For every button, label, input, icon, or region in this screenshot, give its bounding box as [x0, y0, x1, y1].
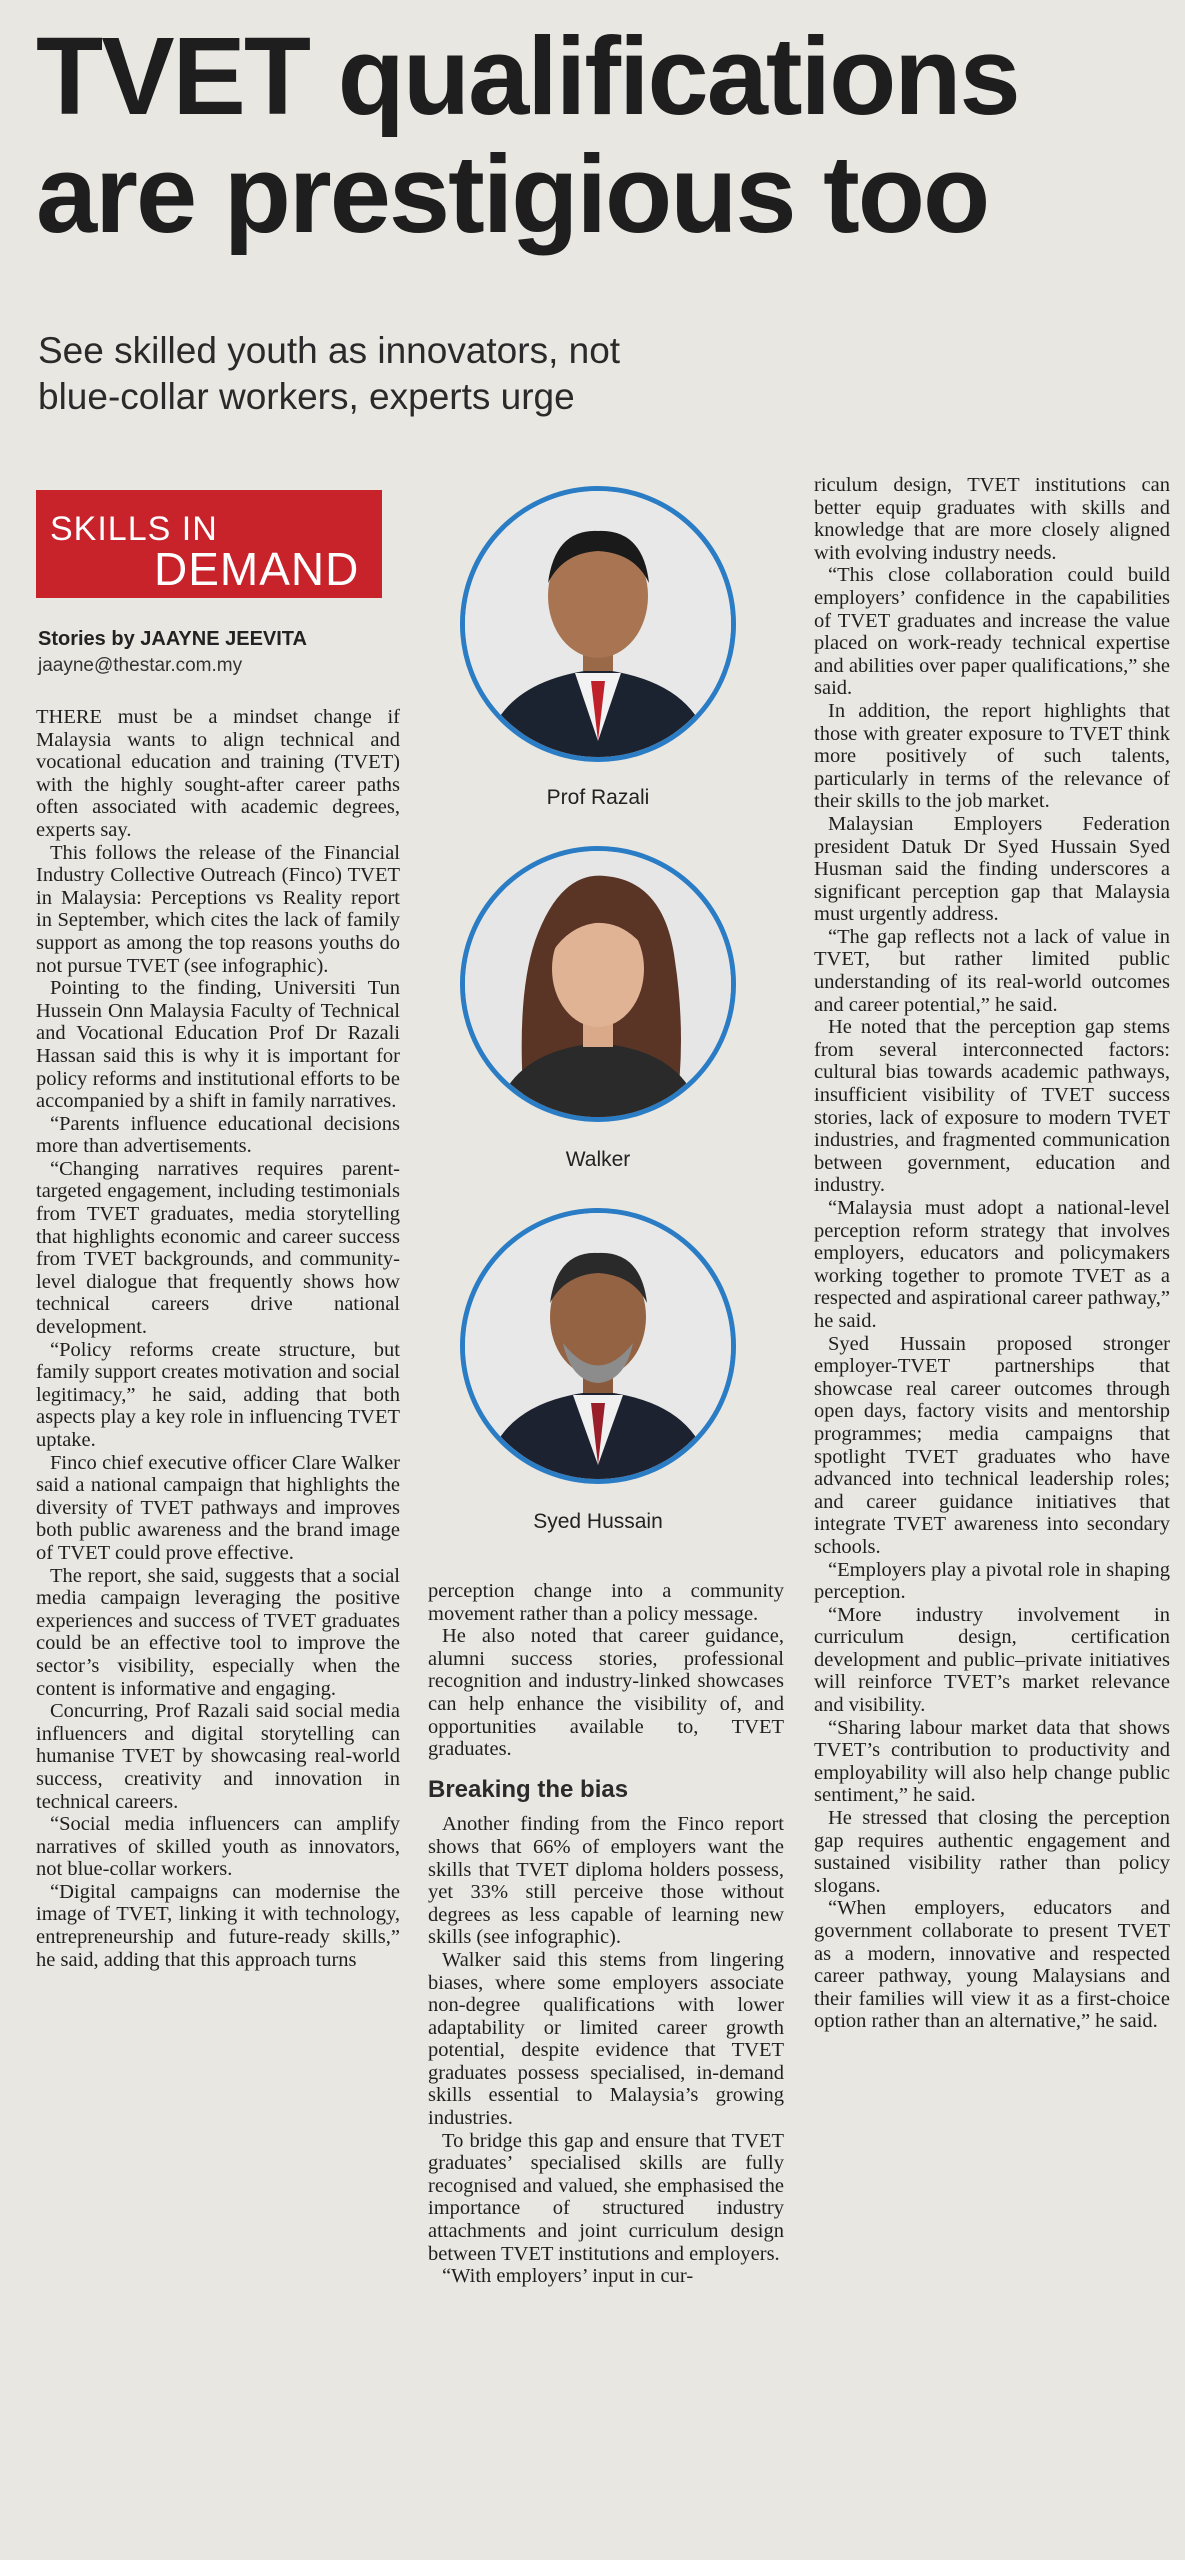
- subhead: [38, 328, 738, 420]
- paragraph: riculum design, TVET institutions can better equip graduates with skills and knowledge that are more closely aligned with evolving industry needs.: [814, 474, 1170, 564]
- paragraph: This follows the release of the Financial Industry Collective Outreach (Finco) TVET in Malaysia: Perceptions vs Reality report in September, which cites the lack of family support as among the top reasons youths do not pursue TVET (see infographic).: [36, 841, 400, 977]
- portrait-prof-razali: [460, 486, 736, 762]
- byline-author: Stories by JAAYNE JEEVITA: [38, 628, 307, 650]
- article-column-1: [36, 706, 400, 1971]
- paragraph: “Sharing labour market data that shows TVET’s contribution to productivity and employability will also help change public sentiment,” he said.: [814, 1716, 1170, 1807]
- caption-walker: Walker: [565, 1148, 631, 1171]
- paragraph: “Employers play a pivotal role in shaping perception.: [814, 1558, 1170, 1604]
- paragraph: “Policy reforms create structure, but family support creates motivation and social legitimacy,” he said, adding that both aspects play a key role in influencing TVET uptake.: [36, 1338, 400, 1451]
- paragraph: “The gap reflects not a lack of value in TVET, but rather limited public understanding of its real-world outcomes and career potential,” he said.: [814, 925, 1170, 1016]
- paragraph: “Malaysia must adopt a national-level perception reform strategy that involves employers, educators and policymakers working together to promote TVET as a respected and aspirational career pathway,” he said.: [814, 1197, 1170, 1332]
- portrait-image: [465, 491, 731, 757]
- paragraph: Malaysian Employers Federation president Datuk Dr Syed Hussain Syed Husman said the finding underscores a significant perception gap that Malaysia must urgently address.: [814, 812, 1170, 926]
- paragraph: Concurring, Prof Razali said social media influencers and digital storytelling can humanise TVET by showcasing real-world success, creativity and innovation in technical careers.: [36, 1700, 400, 1813]
- paragraph: perception change into a community movement rather than a policy message.: [428, 1580, 784, 1625]
- byline-email[interactable]: jaayne@thestar.com.my: [38, 655, 243, 676]
- article-column-3: [814, 474, 1170, 2033]
- subhead-line-2: blue-collar workers, experts urge: [38, 376, 575, 417]
- kicker-line-2: DEMAND: [154, 543, 360, 595]
- paragraph: “Digital campaigns can modernise the image of TVET, linking it with technology, entrepreneurship and future-ready skills,” he said, adding that this approach turns: [36, 1880, 400, 1971]
- paragraph: Another finding from the Finco report shows that 66% of employers want the skills that TVET diploma holders possess, yet 33% still perceive those without degrees as less capable of learning new skills (see infographic).: [428, 1813, 784, 1949]
- paragraph: To bridge this gap and ensure that TVET graduates’ specialised skills are fully recognised and valued, she emphasised the importance of structured industry attachments and joint curriculum design between TVET institutions and employers.: [428, 2129, 784, 2265]
- caption-syed-hussain: Syed Hussain: [533, 1510, 663, 1533]
- headline: [36, 15, 1156, 256]
- portrait-syed-hussain: [460, 1208, 736, 1484]
- paragraph: Syed Hussain proposed stronger employer-TVET partnerships that showcase real career outcomes through open days, factory visits and mentorship programmes; media campaigns that spotlight TVET graduates who have advanced into technical leadership roles; and career guidance initiatives that integrate TVET awareness into secondary schools.: [814, 1332, 1170, 1558]
- paragraph: “Parents influence educational decisions more than advertisements.: [36, 1112, 400, 1158]
- portrait-image: [465, 1213, 731, 1479]
- paragraph: In addition, the report highlights that those with greater exposure to TVET think more positively of such talents, particularly in terms of the relevance of their skills to the job market.: [814, 699, 1170, 813]
- portrait-image: [465, 851, 731, 1117]
- paragraph: He also noted that career guidance, alumni success stories, professional recognition and industry-linked showcases can help enhance the visibility of, and opportunities available to, TVET graduates.: [428, 1625, 784, 1761]
- kicker-line-1: SKILLS IN: [50, 510, 218, 548]
- article-column-2: [428, 1580, 784, 2288]
- paragraph: “Changing narratives requires parent-targeted engagement, including testimonials from TVET graduates, media storytelling that highlights economic and career success from TVET backgrounds, and community-level dialogue that frequently shows how technical careers drive national development.: [36, 1157, 400, 1339]
- headline-line-2: are prestigious too: [36, 133, 989, 256]
- paragraph: The report, she said, suggests that a social media campaign leveraging the positive experiences and success of TVET graduates could be an effective tool to improve the sector’s visibility, especially when the content is informative and engaging.: [36, 1564, 400, 1700]
- paragraph: Pointing to the finding, Universiti Tun Hussein Onn Malaysia Faculty of Technical and Vocational Education Prof Dr Razali Hassan said this is why it is important for policy reforms and institutional efforts to be accompanied by a shift in family narratives.: [36, 977, 400, 1113]
- section-kicker: [36, 490, 382, 598]
- headline-line-1: TVET qualifications: [36, 15, 1019, 138]
- paragraph: “Social media influencers can amplify narratives of skilled youth as innovators, not blue-collar workers.: [36, 1813, 400, 1881]
- paragraph: Finco chief executive officer Clare Walker said a national campaign that highlights the diversity of TVET pathways and improves both public awareness and the brand image of TVET could prove effective.: [36, 1451, 400, 1564]
- paragraph: “More industry involvement in curriculum design, certification development and public–private initiatives will reinforce TVET’s market relevance and visibility.: [814, 1603, 1170, 1717]
- paragraph: “This close collaboration could build employers’ confidence in the capabilities of TVET graduates and increase the value placed on work-ready technical expertise and abilities over paper qualifications,” she said.: [814, 564, 1170, 700]
- paragraph: THERE must be a mindset change if Malaysia wants to align technical and vocational education and training (TVET) with the highly sought-after career paths often associated with academic degrees, experts say.: [36, 706, 400, 841]
- paragraph: Walker said this stems from lingering biases, where some employers associate non-degree qualifications with lower adaptability or limited career growth potential, despite evidence that TVET graduates possess specialised, in-demand skills essential to Malaysia’s growing industries.: [428, 1948, 784, 2130]
- section-heading: Breaking the bias: [428, 1775, 629, 1803]
- paragraph: “With employers’ input in cur-: [442, 2265, 694, 2288]
- paragraph: “When employers, educators and government collaborate to present TVET as a modern, innovative and respected career pathway, young Malaysians and their families will view it as a first-choice option rather than an alternative,” he said.: [814, 1897, 1170, 2033]
- subhead-line-1: See skilled youth as innovators, not: [38, 330, 621, 371]
- caption-prof-razali: Prof Razali: [546, 786, 650, 809]
- paragraph: He stressed that closing the perception gap requires authentic engagement and sustained visibility rather than policy slogans.: [814, 1807, 1170, 1897]
- portrait-walker: [460, 846, 736, 1122]
- byline: [38, 628, 398, 677]
- paragraph: He noted that the perception gap stems from several interconnected factors: cultural bias towards academic pathways, insufficient visibility of TVET success stories, lack of exposure to modern TVET industries, and fragmented communication between government, education and industry.: [814, 1016, 1170, 1197]
